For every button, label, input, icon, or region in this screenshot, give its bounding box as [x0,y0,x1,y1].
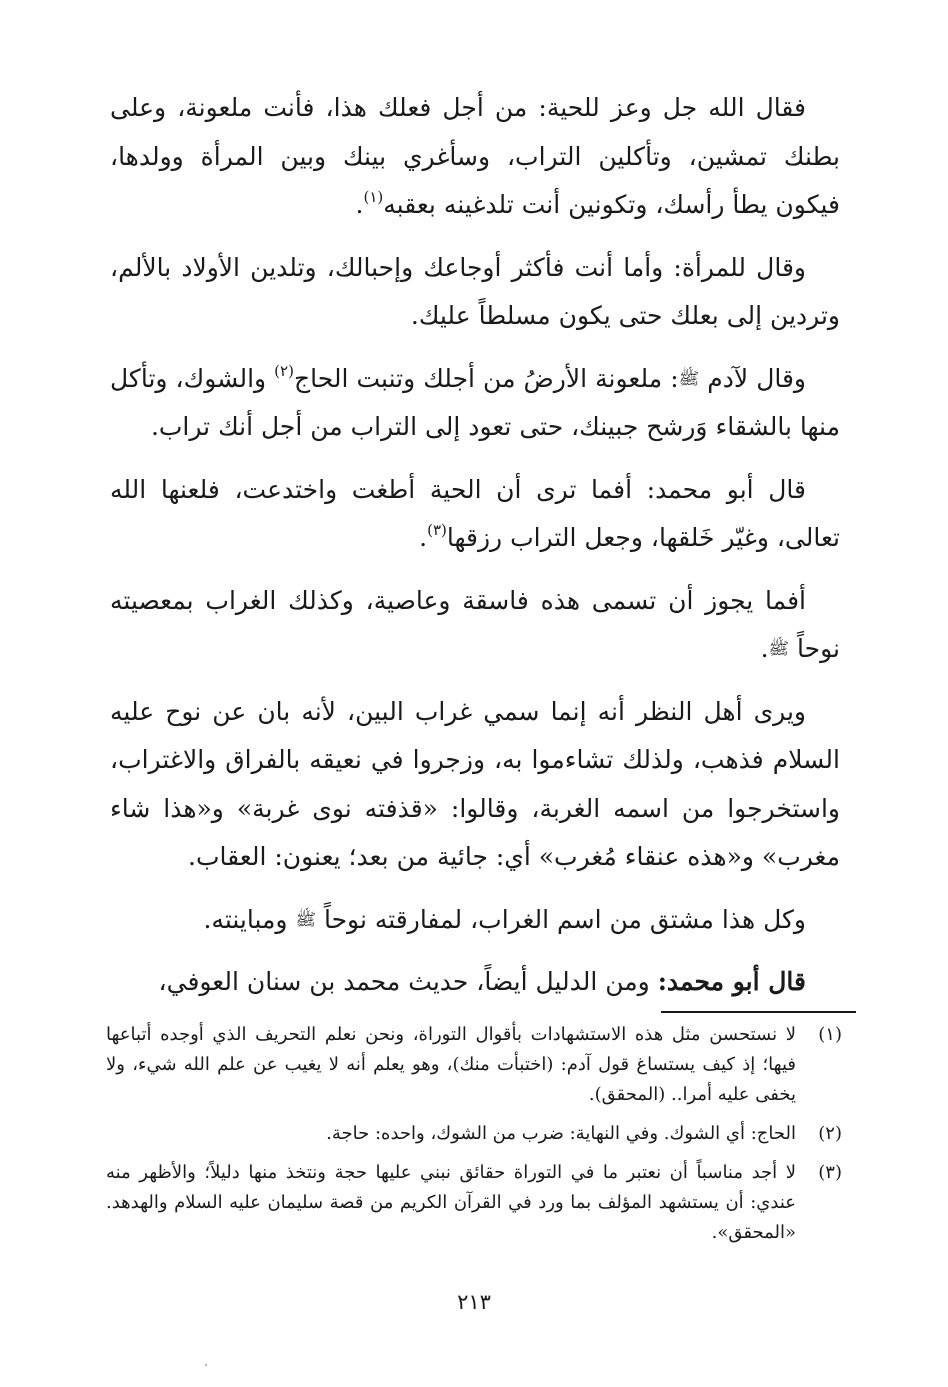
paragraph-text: وكل هذا مشتق من اسم الغراب، لمفارقته نوحاً [323,904,806,934]
paragraph-tail: . [355,190,364,219]
footnote-text: الحاج: أي الشوك. وفي النهاية: ضرب من الشوك، واحده: حاجة. [326,1123,796,1144]
footnote-1 [106,1020,842,1110]
paragraph-crow-disobedience [110,577,840,674]
footnote-separator [661,1011,856,1013]
scan-speck [205,1364,207,1366]
footnote-2 [106,1119,842,1149]
paragraph-evidence [110,958,840,1007]
paragraph-god-to-serpent [110,84,840,230]
paragraph-text: ومن الدليل أيضاً، حديث محمد بن سنان العوفي، [158,967,658,996]
speaker-label: قال أبو محمد: [657,967,806,996]
footnote-ref-2[interactable]: (٢) [274,361,294,380]
paragraph-tail: . [419,523,428,552]
paragraph-crow-of-separation [110,688,840,882]
paragraph-to-woman [110,244,840,341]
main-text [110,84,840,1021]
paragraph-to-adam [110,355,840,452]
paragraph-tail: ومباينته. [203,904,296,934]
footnote-number: (١) [818,1024,842,1045]
paragraph-text: فقال الله جل وعز للحية: من أجل فعلك هذا، فأنت ملعونة، وعلى بطنك تمشين، وتأكلين التراب، وسأغري بينك وبين المرأة وولدها، فيكون يطأ رأسك، وتكونين أنت تلدغينه بعقبه [110,93,840,219]
paragraph-abu-muhammad-serpent [110,466,840,563]
footnote-number: (٢) [818,1123,842,1144]
footnote-ref-3[interactable]: (٣) [427,521,447,539]
footnote-3 [106,1158,842,1248]
footnote-text: لا نستحسن مثل هذه الاستشهادات بأقوال التوراة، ونحن نعلم التحريف الذي أوجده أتباعها فيها؛ إذ كيف يستساغ قول آدم: (اختبأت منك)، وهو يعلم أنه لا يغيب عن علم الله شيء، ولا يخفى عليه أمرا.. (المحقق). [106,1024,796,1105]
paragraph-tail: . [760,634,769,663]
paragraph-derivation [110,896,840,945]
paragraph-text: أفما يجوز أن تسمى هذه فاسقة وعاصية، وكذلك الغراب بمعصيته نوحاً [110,585,840,663]
honorific-glyph: ﷺ [295,909,316,930]
page-number: ٢١٣ [457,1290,491,1314]
honorific-glyph: ﷺ [678,368,700,389]
footnote-ref-1[interactable]: (١) [363,188,384,206]
paragraph-text: وقال لآدم [707,363,806,393]
paragraph-text: ويرى أهل النظر أنه إنما سمي غراب البين، لأنه بان عن نوح عليه السلام فذهب، ولذلك تشاءموا به، وزجروا في نعيقه بالفراق والاغتراب، واستخرجوا من اسمه الغربة، وقالوا: «قذفته نوى غربة» و«هذا شاء مغرب» و«هذه عنقاء مُغرب» أي: جائية من بعد؛ يعنون: العقاب. [110,696,840,871]
paragraph-text: : ملعونة الأرضُ من أجلك وتنبت الحاج [293,363,679,393]
footnotes [106,1020,842,1257]
paragraph-text: قال أبو محمد: أفما ترى أن الحية أطغت واختدعت، فلعنها الله تعالى، وغيّر خَلقها، وجعل التراب رزقها [110,474,840,552]
footnote-number: (٣) [818,1162,842,1183]
footnote-text: لا أجد مناسباً أن نعتبر ما في التوراة حقائق نبني عليها حجة ونتخذ منها دليلاً؛ والأظهر منه عندي: أن يستشهد المؤلف بما ورد في القرآن الكريم من قصة سليمان عليه السلام والهدهد. «المحقق». [106,1162,796,1243]
honorific-glyph: ﷺ [768,639,790,659]
paragraph-text: وقال للمرأة: وأما أنت فأكثر أوجاعك وإحبالك، وتلدين الأولاد بالألم، وتردين إلى بعلك حتى يكون مسلطاً عليك. [110,252,840,330]
paragraph-text: والشوك، وتأكل منها بالشقاء وَرشح جبينك، حتى تعود إلى التراب من أجل أنك تراب. [110,363,840,441]
